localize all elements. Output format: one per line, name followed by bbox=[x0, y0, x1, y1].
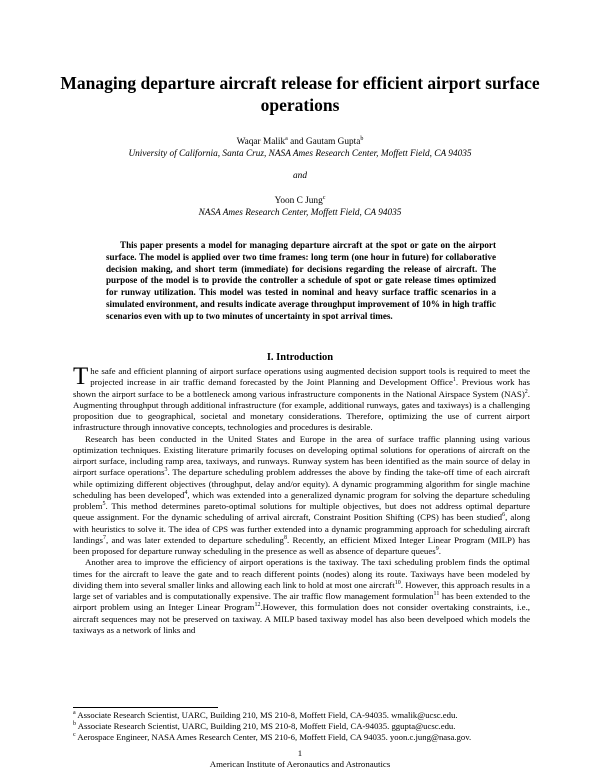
footnote-text: Aerospace Engineer, NASA Ames Research Center, MS 210-6, Moffett Field, CA 94035. yoon.c.jung@nasa.gov. bbox=[75, 732, 472, 743]
author-3: Yoon C Jung bbox=[274, 196, 323, 206]
ref-mark: 7 bbox=[102, 534, 106, 541]
body-text bbox=[73, 363, 531, 636]
text-run: Research has been conducted in the United States and Europe in the area of surface traffic planning using various optimization techniques. Existing literature primarily focuses on developing optimal solutions for operations of aircraft on the airport surface, including ramp area, taxiways, and runways. Runway system has been identified as the main source of delay in airport surface operations bbox=[73, 433, 530, 478]
ref-mark: 1 bbox=[452, 377, 456, 384]
text-run: he safe and efficient planning of airport surface operations using augmented decision support tools is required to meet the projected increase in air traffic demand forecasted by the Joint Planning and Development Office bbox=[90, 366, 530, 388]
author-2: Gautam Gupta bbox=[305, 137, 361, 147]
paragraph-3 bbox=[73, 557, 530, 636]
ref-mark: 9 bbox=[435, 546, 439, 552]
text-run: , which was extended into a generalized dynamic program for solving the departure scheduling problem bbox=[73, 489, 530, 511]
text-run: , and was later extended to departure scheduling bbox=[105, 534, 284, 545]
text-run: .However, this formulation does not consider overtaking constraints, i.e., aircraft sequences may not be preserved on taxiway. A MILP based taxiway model has also been develpoed which models the taxiways as a network of links and bbox=[73, 602, 531, 635]
author-1: Waqar Malik bbox=[236, 137, 286, 147]
ref-mark: 4 bbox=[184, 489, 188, 496]
text-run: . Recently, an efficient Mixed Integer Linear Program (MILP) has been proposed for departure runway scheduling in the presence as well as absence of departure queues bbox=[73, 534, 530, 556]
author-line-2 bbox=[60, 195, 540, 207]
paragraph-1 bbox=[73, 363, 530, 434]
ref-mark: 5 bbox=[102, 501, 106, 507]
ref-mark: 10 bbox=[394, 579, 401, 586]
and-separator: and bbox=[293, 171, 307, 181]
ref-mark: 6 bbox=[502, 512, 506, 519]
text-run: . bbox=[438, 546, 441, 556]
affiliation-2: NASA Ames Research Center, Moffett Field, CA 94035 bbox=[198, 208, 402, 218]
footnote-b bbox=[73, 721, 530, 732]
footnote-c bbox=[73, 732, 530, 743]
text-run: Another area to improve the efficiency of airport operations is the taxiway. The taxi scheduling problem finds the optimal times for the aircraft to leave the gate and to reach different points (nodes) along its route. Taxiways have been modeled by dividing them into several smaller links and allowing each link to hold at most one aircraft bbox=[73, 557, 530, 590]
ref-mark: 12 bbox=[254, 602, 261, 609]
page-number: 1 bbox=[297, 748, 303, 758]
footnote-text: Associate Research Scientist, UARC, Building 210, MS 210-8, Moffett Field, CA-94035. wmalik@ucsc.edu. bbox=[75, 710, 458, 720]
section-heading: I. Introduction bbox=[266, 352, 334, 363]
author-3-mark: c bbox=[322, 195, 326, 201]
footnote-a bbox=[73, 710, 530, 721]
text-run: . Augmenting throughput through additional infrastructure (for example, additional runways, gates and taxiways) is a challenging proposition due to geographical, societal and monetary considerations. Therefore, optimizing the use of current airport infrastructure through innovative concepts, technologies and procedures is desirable. bbox=[73, 388, 530, 433]
footnote-mark: c bbox=[73, 732, 76, 739]
footnotes bbox=[73, 710, 530, 744]
text-run: . Previous work has shown the airport surface to be a bottleneck among various infrastructure components in the National Airspace System (NAS) bbox=[73, 377, 530, 399]
author-line bbox=[60, 136, 540, 148]
ref-mark: 2 bbox=[524, 388, 528, 395]
page-footer-organization: American Institute of Aeronautics and Astronautics bbox=[209, 759, 391, 769]
ref-mark: 11 bbox=[433, 591, 440, 597]
text-run: . This method determines pareto-optimal solutions for multiple objectives, but does not address optimal departure queue assignment. For the dynamic scheduling of arrival aircraft, Constraint Position Shifting (CPS) has been studied bbox=[73, 501, 530, 523]
affiliation-1: University of California, Santa Cruz, NASA Ames Research Center, Moffett Field, CA 94035 bbox=[128, 149, 472, 159]
abstract: This paper presents a model for managing departure aircraft at the spot or gate on the airport surface. The model is applied over two time frames: long term (one hour in future) for collaborative decision making, and short term (immediate) for decisions regarding the release of aircraft. The purpose of the model is to provide the controller a schedule of spot or gate release times optimized for runway utilization. This model was tested in nominal and heavy surface traffic scenarios in a simulated environment, and results indicate average throughput improvement of 10% in high traffic scenarios even with up to two minutes of uncertainty in spot arrival times. bbox=[106, 240, 496, 321]
author-and: and bbox=[287, 137, 306, 147]
text-run: . The departure scheduling problem addresses the above by finding the take-off time of each aircraft while optimizing different objectives (throughput, delay and/or equity). A dynamic programming algorithm for single machine scheduling has been developed bbox=[73, 467, 530, 500]
paper-title: Managing departure aircraft release for efficient airport surface operations bbox=[60, 73, 540, 115]
footnote-mark: b bbox=[73, 721, 76, 728]
footnote-text: Associate Research Scientist, UARC, Building 210, MS 210-8, Moffett Field, CA-94035. ggupta@ucsc.edu. bbox=[76, 721, 456, 732]
author-2-mark: b bbox=[360, 136, 364, 142]
footnote-rule bbox=[73, 707, 218, 708]
text-run: has been extended to the airport problem using an Integer Linear Program bbox=[73, 591, 530, 613]
ref-mark: 8 bbox=[283, 534, 287, 541]
drop-cap: T bbox=[73, 363, 89, 390]
text-run: . However, this approach results in a large set of variables and is computationally expensive. The air traffic flow management formulation bbox=[73, 579, 531, 601]
footnote-mark: a bbox=[73, 710, 76, 716]
text-run: , along with heuristics to solve it. The idea of CPS was further extended into a dynamic programming approach for scheduling aircraft landings bbox=[73, 512, 530, 545]
ref-mark: 3 bbox=[164, 467, 168, 474]
author-1-mark: a bbox=[285, 136, 288, 142]
paragraph-2 bbox=[73, 434, 530, 558]
